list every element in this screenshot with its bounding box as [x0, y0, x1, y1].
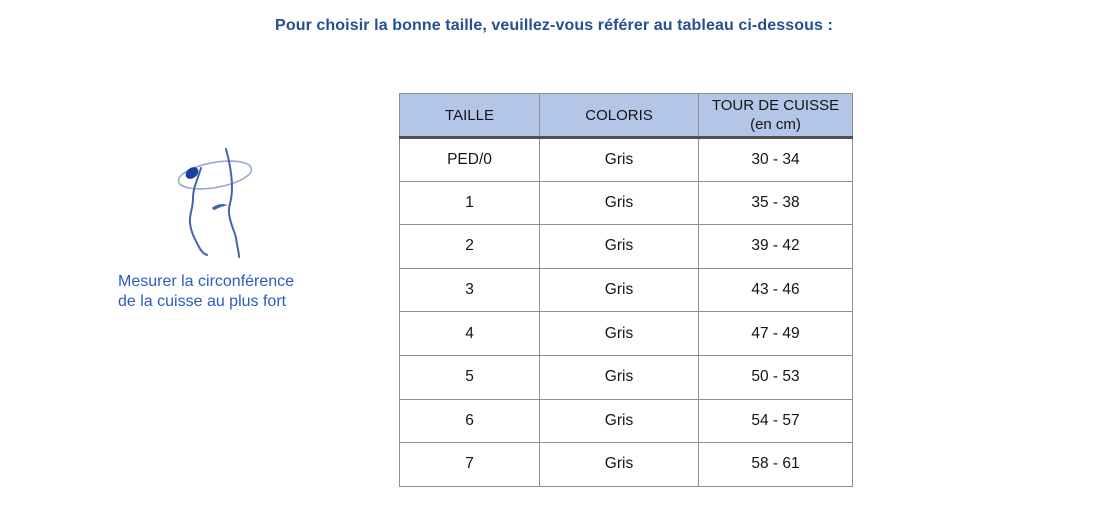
- cell-coloris: Gris: [540, 399, 699, 443]
- cell-tour: 50 - 53: [699, 355, 853, 399]
- table-row: [400, 225, 853, 269]
- cell-coloris: Gris: [540, 138, 699, 182]
- measurement-figure: [118, 144, 323, 312]
- cell-taille: 2: [400, 225, 540, 269]
- header-tour-de-cuisse: [699, 94, 853, 138]
- cell-coloris: Gris: [540, 181, 699, 225]
- cell-taille: 1: [400, 181, 540, 225]
- table-row: [400, 312, 853, 356]
- table-row: [400, 355, 853, 399]
- header-tour-line1: TOUR DE CUISSE: [711, 97, 840, 114]
- cell-coloris: Gris: [540, 443, 699, 487]
- cell-taille: 6: [400, 399, 540, 443]
- cell-coloris: Gris: [540, 355, 699, 399]
- figure-caption: [118, 272, 323, 312]
- table-row: [400, 443, 853, 487]
- cell-coloris: Gris: [540, 312, 699, 356]
- cell-taille: 4: [400, 312, 540, 356]
- header-coloris: COLORIS: [540, 94, 699, 138]
- cell-tour: 30 - 34: [699, 138, 853, 182]
- cell-tour: 54 - 57: [699, 399, 853, 443]
- table-row: [400, 138, 853, 182]
- table-header-row: [400, 94, 853, 138]
- table-row: [400, 399, 853, 443]
- thigh-measurement-icon: [170, 144, 274, 264]
- table-row: [400, 181, 853, 225]
- body-left-line: [190, 168, 207, 255]
- cell-tour: 43 - 46: [699, 268, 853, 312]
- header-taille: TAILLE: [400, 94, 540, 138]
- header-tour-line2: (en cm): [750, 116, 801, 133]
- page-title: Pour choisir la bonne taille, veuillez-vous référer au tableau ci-dessous :: [275, 17, 833, 34]
- cell-coloris: Gris: [540, 268, 699, 312]
- cell-taille: 7: [400, 443, 540, 487]
- cell-coloris: Gris: [540, 225, 699, 269]
- figure-caption-line1: Mesurer la circonférence: [118, 273, 295, 290]
- cell-taille: PED/0: [400, 138, 540, 182]
- body-crease-mark: [212, 204, 227, 210]
- cell-taille: 3: [400, 268, 540, 312]
- figure-caption-line2: de la cuisse au plus fort: [118, 293, 287, 310]
- table-row: [400, 268, 853, 312]
- cell-tour: 47 - 49: [699, 312, 853, 356]
- body-right-line: [226, 149, 239, 257]
- cell-tour: 35 - 38: [699, 181, 853, 225]
- size-table: [399, 93, 853, 487]
- cell-taille: 5: [400, 355, 540, 399]
- cell-tour: 39 - 42: [699, 225, 853, 269]
- cell-tour: 58 - 61: [699, 443, 853, 487]
